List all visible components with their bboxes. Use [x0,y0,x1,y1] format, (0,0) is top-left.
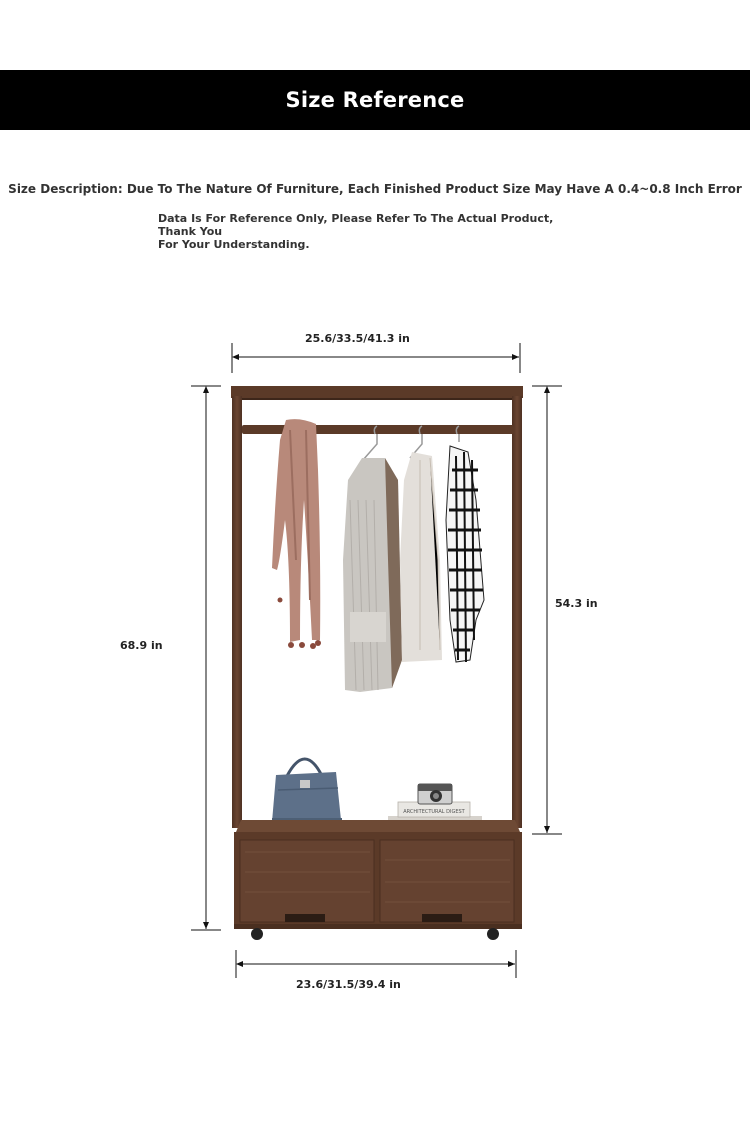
total-height-dimension-line [191,386,221,930]
bottom-width-label: 23.6/31.5/39.4 in [296,978,401,991]
page-title: Size Reference [285,88,465,112]
reference-note-line-1: Data Is For Reference Only, Please Refer To The Actual Product, Thank You [158,212,554,238]
white-coat-illustration [400,452,442,662]
rack-height-label: 54.3 in [555,597,598,610]
book-title: ARCHITECTURAL DIGEST [403,809,465,815]
size-description: Size Description: Due To The Nature Of Furniture, Each Finished Product Size May Have A 0.4~0.8 Inch Error [8,182,742,196]
total-height-label: 68.9 in [120,639,163,652]
scarf-illustration [272,419,321,649]
rack-height-dimension-line [532,386,562,834]
drawer-cabinet [234,820,522,929]
gingham-shirt-illustration [446,446,484,662]
bottom-width-dimension-line [236,950,516,978]
caster-wheels [251,928,499,940]
reference-note-line-2: For Your Understanding. [158,238,310,251]
top-width-label: 25.6/33.5/41.3 in [305,332,410,345]
handbag-illustration [272,759,342,828]
cardigan-illustration [343,458,402,692]
top-width-dimension-line [232,343,520,373]
